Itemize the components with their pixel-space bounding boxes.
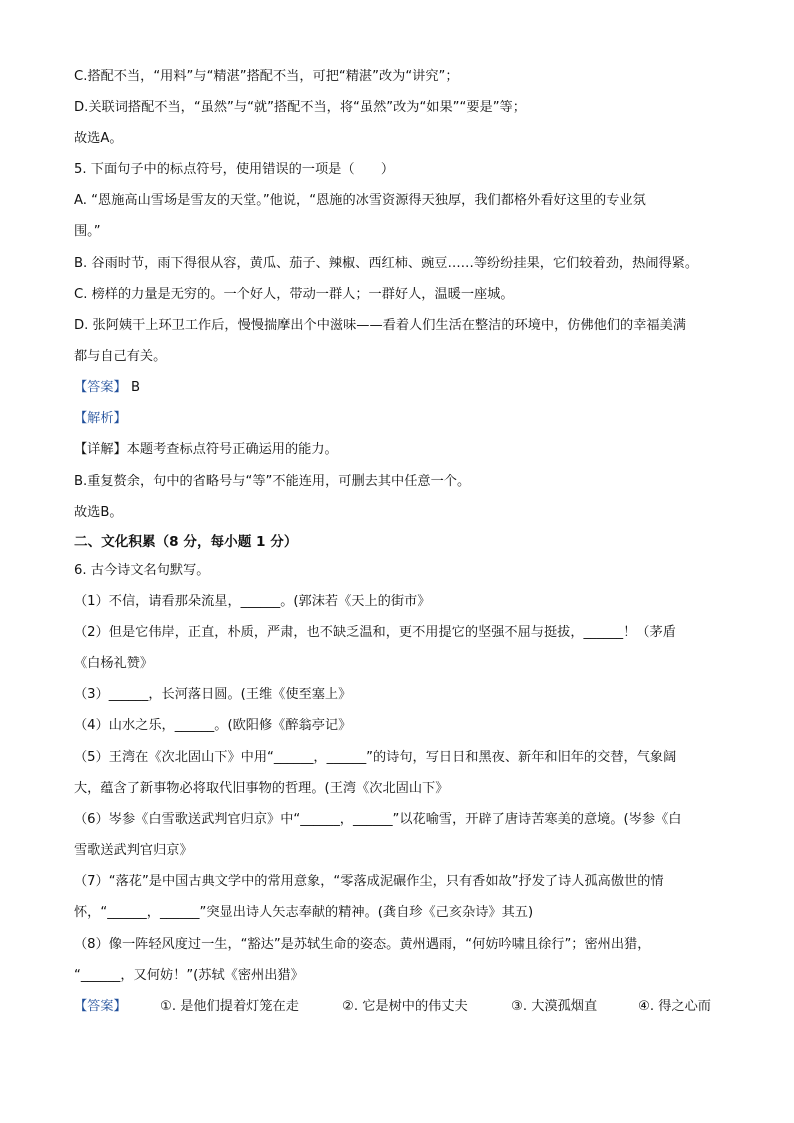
blank-item-7: （7）“落花”是中国古典文学中的常用意象，“零落成泥碾作尘，只有香如故”抒发了诗人孤高傲世的情 — [74, 874, 664, 889]
analysis-line — [74, 409, 734, 429]
text-line: C.搭配不当，“用料”与“精湛”搭配不当，可把“精湛”改为“讲究”； — [74, 69, 459, 84]
blank-item-4: （4）山水之乐，______。(欧阳修《醉翁亭记》 — [74, 718, 352, 733]
blank-item-5: （5）王湾在《次北固山下》中用“______，______”的诗句，写日日和黑夜、新年和旧年的交替，气象阔 — [74, 750, 677, 765]
blank-item-6-continued: 雪歌送武判官归京》 — [74, 843, 193, 858]
blank-item-2-continued: 《白杨礼赞》 — [74, 656, 154, 671]
answer-line — [74, 378, 734, 398]
option-a: A. “恩施高山雪场是雪友的天堂。”他说，“恩施的冰雪资源得天独厚，我们都格外看好这里的专业氛 — [74, 193, 646, 208]
option-d-continued: 都与自己有关。 — [74, 349, 167, 364]
question-5-stem: 5. 下面句子中的标点符号，使用错误的一项是（ ） — [74, 162, 395, 177]
question-6-stem: 6. 古今诗文名句默写。 — [74, 563, 210, 578]
answer-item-1: ①. 是他们提着灯笼在走 — [160, 999, 299, 1014]
blank-item-3: （3）______，长河落日圆。(王维《使至塞上》 — [74, 687, 352, 702]
answer-value: B — [130, 380, 141, 395]
analysis-tag: 【解析】 — [74, 411, 127, 426]
blank-item-8: （8）像一阵轻风度过一生，“豁达”是苏轼生命的姿态。黄州遇雨，“何妨吟啸且徐行”；密州出猎， — [74, 937, 651, 952]
text-line: D.关联词搭配不当，“虽然”与“就”搭配不当，将“虽然”改为“如果”“要是”等； — [74, 100, 526, 115]
blank-item-8-continued: “______，又何妨！”(苏轼《密州出猎》 — [74, 968, 304, 983]
text-line: B.重复赘余，句中的省略号与“等”不能连用，可删去其中任意一个。 — [74, 474, 471, 489]
blank-item-6: （6）岑参《白雪歌送武判官归京》中“______，______”以花喻雪，开辟了唐诗苦寒美的意境。(岑参《白 — [74, 812, 682, 827]
blank-item-7-continued: 怀，“______，______”突显出诗人矢志奉献的精神。(龚自珍《己亥杂诗》其五) — [74, 905, 534, 920]
answer-tag: 【答案】 — [74, 999, 127, 1014]
blank-item-5-continued: 大，蕴含了新事物必将取代旧事物的哲理。(王湾《次北固山下》 — [74, 781, 449, 796]
blank-item-2: （2）但是它伟岸，正直，朴质，严肃，也不缺乏温和，更不用提它的坚强不屈与挺拔，______！（茅盾 — [74, 625, 676, 640]
answer-item-3: ③. 大漠孤烟直 — [511, 999, 598, 1014]
detail-line: 【详解】本题考查标点符号正确运用的能力。 — [74, 442, 338, 457]
text-line: 故选A。 — [74, 131, 123, 146]
answer-tag: 【答案】 — [74, 380, 127, 395]
option-b: B. 谷雨时节，雨下得很从容，黄瓜、茄子、辣椒、西红柿、豌豆……等纷纷挂果，它们较着劲，热闹得紧。 — [74, 256, 699, 271]
text-line: 故选B。 — [74, 505, 123, 520]
section-heading: 二、文化积累（8 分，每小题 1 分） — [74, 534, 298, 550]
option-d: D. 张阿姨干上环卫工作后，慢慢揣摩出个中滋味——看着人们生活在整洁的环境中，仿佛他们的幸福美满 — [74, 318, 686, 333]
option-a-continued: 围。” — [74, 224, 101, 239]
option-c: C. 榜样的力量是无穷的。一个好人，带动一群人；一群好人，温暖一座城。 — [74, 287, 514, 302]
blank-item-1: （1）不信，请看那朵流星，______。(郭沫若《天上的街市》 — [74, 594, 431, 609]
answer-item-2: ②. 它是树中的伟丈夫 — [342, 999, 468, 1014]
answer-item-4: ④. 得之心而 — [638, 999, 711, 1014]
